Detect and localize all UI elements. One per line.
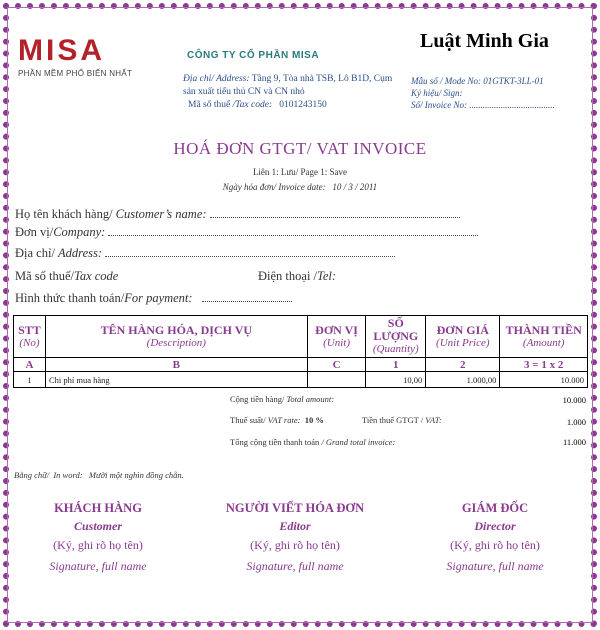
logo-word: MISA [18,34,105,67]
sign-role-en: Customer [73,519,122,533]
col-amount: THÀNH TIỀN (Amount) [500,316,588,358]
sign-note: (Ký, ghi rõ họ tên) [450,538,540,552]
code-1: 1 [366,358,426,372]
sign-note: (Ký, ghi rõ họ tên) [53,538,143,552]
payment-label-en: For payment: [124,291,193,305]
amount-in-words-value: Mười một nghìn đồng chẵn. [88,470,184,480]
col-unit: ĐƠN VỊ (Unit) [307,316,366,358]
table-code-row [14,358,588,372]
tax-label-en: /Tax code: [232,100,273,110]
customer-tax-field [15,269,118,284]
address-field-label: Địa chỉ/ [15,246,55,260]
col-description: TÊN HÀNG HÓA, DỊCH VỤ (Description) [45,316,307,358]
col-quantity: SỐ LƯỢNG (Quantity) [366,316,426,358]
tax-value: 0101243150 [279,100,327,110]
form-label: Mẫu số / Mode No: [411,76,481,86]
subtotal-value: 10.000 [562,395,586,405]
sign-caption: Signature, full name [49,559,147,573]
row-unit [307,372,366,388]
address-field-label-en: Address: [58,246,103,260]
invoice-no-dots: ...................................... [469,100,555,110]
date-value: 10 / 3 / 2011 [332,182,378,192]
grand-total-value: 11.000 [562,437,586,447]
sign-role-en: Director [474,519,516,533]
customer-name-field [15,207,460,222]
code-b: B [45,358,307,372]
col-price: ĐƠN GIÁ (Unit Price) [426,316,500,358]
row-amount: 10.000 [500,372,588,388]
sign-role: KHÁCH HÀNG [54,501,142,515]
customer-name-line [210,208,460,218]
address-label: Địa chỉ/ Address: [183,74,250,84]
sign-role: GIÁM ĐỐC [461,501,529,515]
vat-rate-label: Thuế suất/ VAT rate: 10 % [230,415,324,425]
row-quantity: 10,00 [366,372,426,388]
payment-line [202,292,292,302]
sign-label: Ký hiệu/ Sign: [411,88,463,98]
table-row [14,372,588,388]
logo-tagline: PHẦN MỀM PHỔ BIẾN NHẤT [18,69,133,78]
code-2: 2 [426,358,500,372]
date-label: Ngày hóa đơn/ [222,182,277,192]
company-field [15,225,478,240]
company-address [183,73,393,99]
invoice-no-label: Số/ Invoice No: [411,100,467,110]
items-table [13,315,588,388]
payment-label: Hình thức thanh toán/ [15,291,125,305]
sign-role-en: Editor [279,519,311,533]
phone-field [258,269,336,284]
company-label: Đơn vị/ [15,225,54,239]
customer-name-label: Họ tên khách hàng/ [15,207,113,221]
code-c: C [307,358,366,372]
sign-role: NGƯỜI VIẾT HÓA ĐƠN [225,501,365,515]
vat-amount-value: 1.000 [566,417,586,427]
payment-field [15,291,292,306]
row-no: 1 [14,372,46,388]
customer-tax-label: Mã số thuế/ [15,269,75,283]
invoice-title: HOÁ ĐƠN GTGT/ VAT INVOICE [173,139,427,158]
customer-name-label-en: Customer’s name: [115,207,207,221]
company-logo [18,35,143,87]
code-a: A [14,358,46,372]
phone-label: Điện thoại / [258,269,318,283]
signature-director [410,501,580,574]
sign-note: (Ký, ghi rõ họ tên) [250,538,340,552]
signature-customer [13,501,183,574]
amount-in-words: Bằng chữ/ In word: Mười một nghìn đồng chẵn. [14,470,184,480]
invoice-meta [411,75,555,111]
sign-caption: Signature, full name [246,559,344,573]
company-label-en: Company: [53,225,106,239]
phone-label-en: Tel: [317,269,337,283]
grand-total-label: Tổng cộng tiền thanh toán / Grand total invoice: [230,437,396,447]
row-price: 1.000,00 [426,372,500,388]
invoice-date [0,182,600,192]
address-field [15,246,395,261]
form-value: 01GTKT-3LL-01 [483,76,544,86]
vat-rate-value: 10 % [304,415,324,425]
vat-amount-label: Tiền thuế GTGT / VAT: [362,415,442,425]
company-tax [188,100,327,110]
company-line [108,226,478,236]
row-description: Chi phí mua hàng [45,372,307,388]
subtotal-label: Cộng tiền hàng/ Total amount: [230,394,335,404]
date-label-en: Invoice date: [278,182,326,192]
table-header-row [14,316,588,358]
address-line [105,247,395,257]
code-3: 3 = 1 x 2 [500,358,588,372]
col-no: STT (No) [14,316,46,358]
tax-label: Mã số thuế [188,100,231,110]
sign-caption: Signature, full name [446,559,544,573]
watermark-text: Luật Minh Gia [420,30,549,52]
customer-tax-label-en: Tax code [74,269,119,283]
company-name: CÔNG TY CỔ PHẦN MISA [187,50,320,61]
signature-editor [210,501,380,574]
address-text: Tầng 9, Tòa nhà TSB, Lô B1D, Cụm sản xuất tiểu thủ CN và CN nhỏ [183,74,393,97]
copy-label: Liên 1: Lưu/ Page 1: Save [252,167,348,177]
